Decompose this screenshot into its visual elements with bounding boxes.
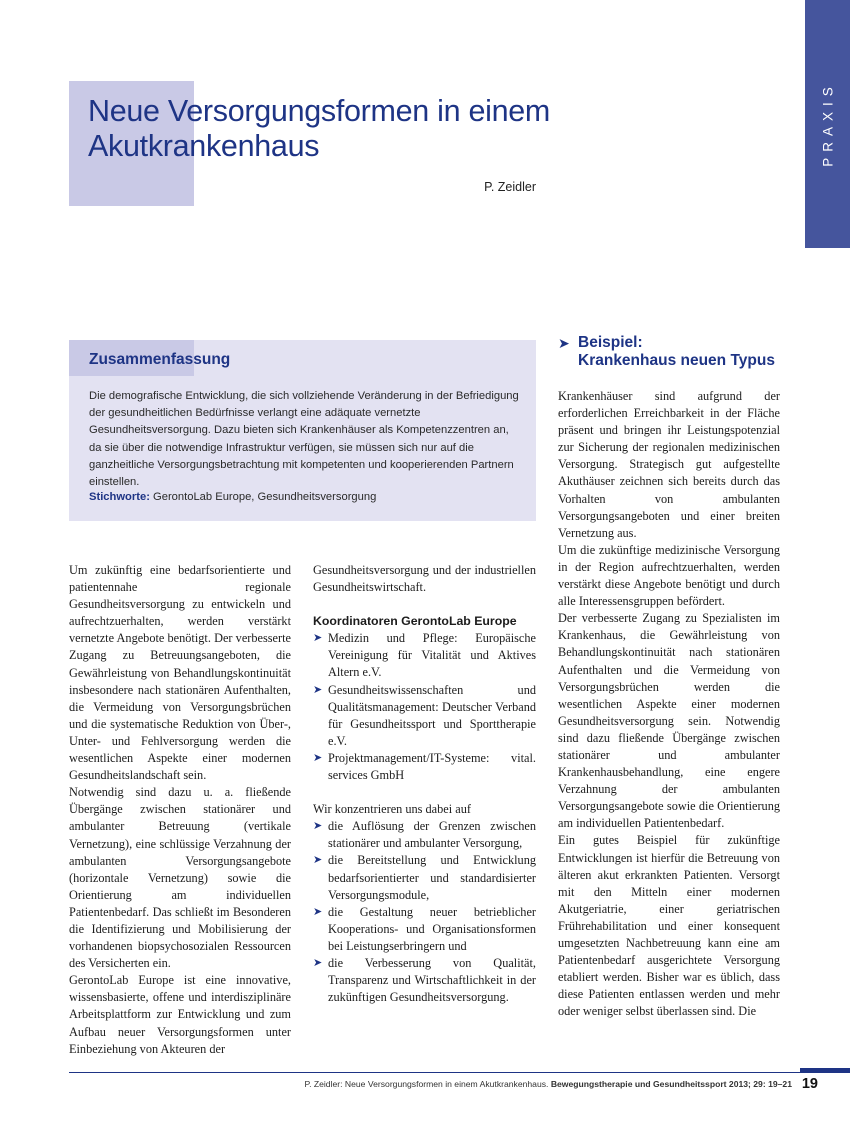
arrow-bullet-icon: ➤ — [313, 683, 323, 696]
footer-citation — [304, 1079, 792, 1089]
citation-text: P. Zeidler: Neue Versorgungsformen in einem Akutkrankenhaus. — [304, 1079, 549, 1089]
article-title — [88, 94, 588, 164]
column-3 — [558, 388, 780, 1020]
coordinators-heading: Koordinatoren GerontoLab Europe — [313, 614, 517, 629]
arrow-bullet-icon: ➤ — [313, 854, 323, 867]
list-item: ➤ die Bereitstellung und Entwicklung bedarfsorientierter und standardisierter Versorgungsmodule, — [313, 853, 536, 902]
arrow-bullet-icon: ➤ — [313, 632, 323, 645]
list-item: ➤ Projektmanagement/IT-Systeme: vital. services GmbH — [313, 750, 536, 783]
summary-body: Die demografische Entwicklung, die sich vollziehende Veränderung in der Befriedigung der gesundheitlichen Bedürfnisse verlangt eine adäquate vernetzte Gesundheitsversorgung. Dazu bieten sich Krankenhäuser als Kompetenzzentren an, da sie über die notwendige Infrastruktur verfügen, sie müssen sich nur auf die ganzheitliche Versorgungsbetrachtung mit kompetenten und kooperierenden Partnern einstellen. — [89, 390, 519, 489]
paragraph: Krankenhäuser sind aufgrund der erforderlichen Erreichbarkeit in der Fläche präsent und bringen ihr Leistungspotenzial zur Sicherung der regionalen medizinischen Versorgung. Strategisch gut aufgestellte Akuthäuser zeichnen sich bereits durch das Vorhalten von ambulanten Versorgungsangeboten und einer breiten Vernetzung aus. — [558, 389, 780, 540]
section-tab-label: PRAXIS — [820, 81, 835, 167]
list-item: ➤ die Auflösung der Grenzen zwischen stationärer und ambulanter Versorgung, — [313, 819, 536, 851]
article-author: P. Zeidler — [484, 180, 536, 194]
paragraph: Der verbesserte Zugang zu Spezialisten im Krankenhaus, die Gewährleistung von Behandlungskontinuität nach stationären Aufenthalten und die Vermeidung von Versorgungsbrüchen werden die wesentlichen Aspekte einer modernen Gesundheitsversorgung sein. Notwendig sind dazu fließende Übergänge zwischen stationärer und ambulanter Krankenhausbehandlung, eine engere Verzahnung der ambulanten Versorgungsangebote sowie die Orientierung am individuellen Patientenbedarf. — [558, 611, 780, 831]
focus-intro: Wir konzentrieren uns dabei auf — [313, 802, 471, 817]
article-title-text: Neue Versorgungsformen in einem Akutkrankenhaus — [88, 94, 551, 163]
list-item: ➤ Gesundheitswissenschaften und Qualitätsmanagement: Deutscher Verband für Gesundheitssport und Sporttherapie e.V. — [313, 682, 536, 748]
column-1 — [69, 562, 291, 1058]
paragraph: Notwendig sind dazu u. a. fließende Übergänge zwischen stationärer und ambulanter Betreuung (vertikale Vernetzung), eine schlüssige Verzahnung der ambulanten Versorgungsangebote (horizontale Vernetzung) sowie die Orientierung am individuellen Patientenbedarf. Das schließt im Besonderen die Identifizierung und Mobilisierung der vorhandenen biopsychosozialen Ressourcen des Versicherten ein. — [69, 785, 291, 971]
list-item: ➤ Medizin und Pflege: Europäische Vereinigung für Vitalität und Aktives Altern e.V. — [313, 631, 536, 680]
arrow-bullet-icon: ➤ — [313, 956, 323, 969]
coordinators-list — [313, 630, 536, 784]
column-2 — [313, 562, 536, 1006]
arrow-bullet-icon: ➤ — [558, 335, 570, 351]
arrow-bullet-icon: ➤ — [313, 905, 323, 918]
paragraph: Ein gutes Beispiel für zukünftige Entwicklungen ist hierfür die Betreuung von älteren akut erkrankten Patienten. Versorgt mit den Mitteln einer modernen Akutgeriatrie, einer geriatrischen Frührehabilitation und einer konsequent umgesetzten Nachbetreuung kann eine am Patientenbedarf ausgerichtete Versorgung etabliert werden. Bisher war es üblich, dass diese Patienten entlassen werden und mehr oder weniger selbst überlassen sind. Die — [558, 833, 780, 1019]
example-heading-line1: Beispiel: — [578, 334, 643, 351]
summary-heading: Zusammenfassung — [89, 351, 231, 368]
arrow-bullet-icon: ➤ — [313, 751, 323, 764]
summary-box — [69, 340, 536, 521]
page-number: 19 — [801, 1076, 818, 1092]
focus-list — [313, 818, 536, 1006]
paragraph: Um zukünftig eine bedarfsorientierte und patientennahe regionale Gesundheitsversorgung zu entwickeln und aufrechtzuerhalten, werden verstärkt vernetzte Angebote benötigt. Der verbesserte Zugang zu Betreuungsangeboten, die Gewährleistung von Behandlungskontinuität insbesondere nach stationären Aufenthalten, die Vermeidung von Versorgungsbrüchen und die systematische Reduktion von Über-, Unter- und Fehlversorgung werden die wesentlichen Aspekte einer modernen Gesundheitslandschaft sein. — [69, 563, 291, 783]
paragraph: GerontoLab Europe ist eine innovative, wissensbasierte, offene und interdisziplinäre Arbeitsplattform zur Entwicklung und zum Aufbau neuer Versorgungsformen unter Einbeziehung von Akteuren der — [69, 973, 291, 1056]
footer-rule-accent — [800, 1068, 850, 1073]
section-tab — [805, 0, 850, 248]
example-heading-line2: Krankenhaus neuen Typus — [578, 352, 775, 369]
paragraph: Um die zukünftige medizinische Versorgung in der Region aufrechtzuerhalten, werden verstärkt diese Angebote benötigt und durch alle Interessensgruppen befördert. — [558, 542, 780, 609]
example-heading — [558, 334, 798, 370]
keywords-line — [89, 491, 376, 503]
list-item: ➤ die Verbesserung von Qualität, Transparenz und Wirtschaftlichkeit in der zukünftigen Gesundheitsversorgung. — [313, 955, 536, 1005]
arrow-bullet-icon: ➤ — [313, 820, 323, 833]
list-item: ➤ die Gestaltung neuer betrieblicher Kooperations- und Organisationsformen bei Leistungserbringern und — [313, 904, 536, 953]
journal-reference: Bewegungstherapie und Gesundheitssport 2013; 29: 19–21 — [550, 1079, 792, 1089]
keywords-value: GerontoLab Europe, Gesundheitsversorgung — [153, 491, 377, 503]
paragraph: Gesundheitsversorgung und der industriellen Gesundheitswirtschaft. — [313, 563, 536, 595]
footer-rule — [69, 1072, 849, 1073]
keywords-label: Stichworte: — [89, 491, 150, 503]
